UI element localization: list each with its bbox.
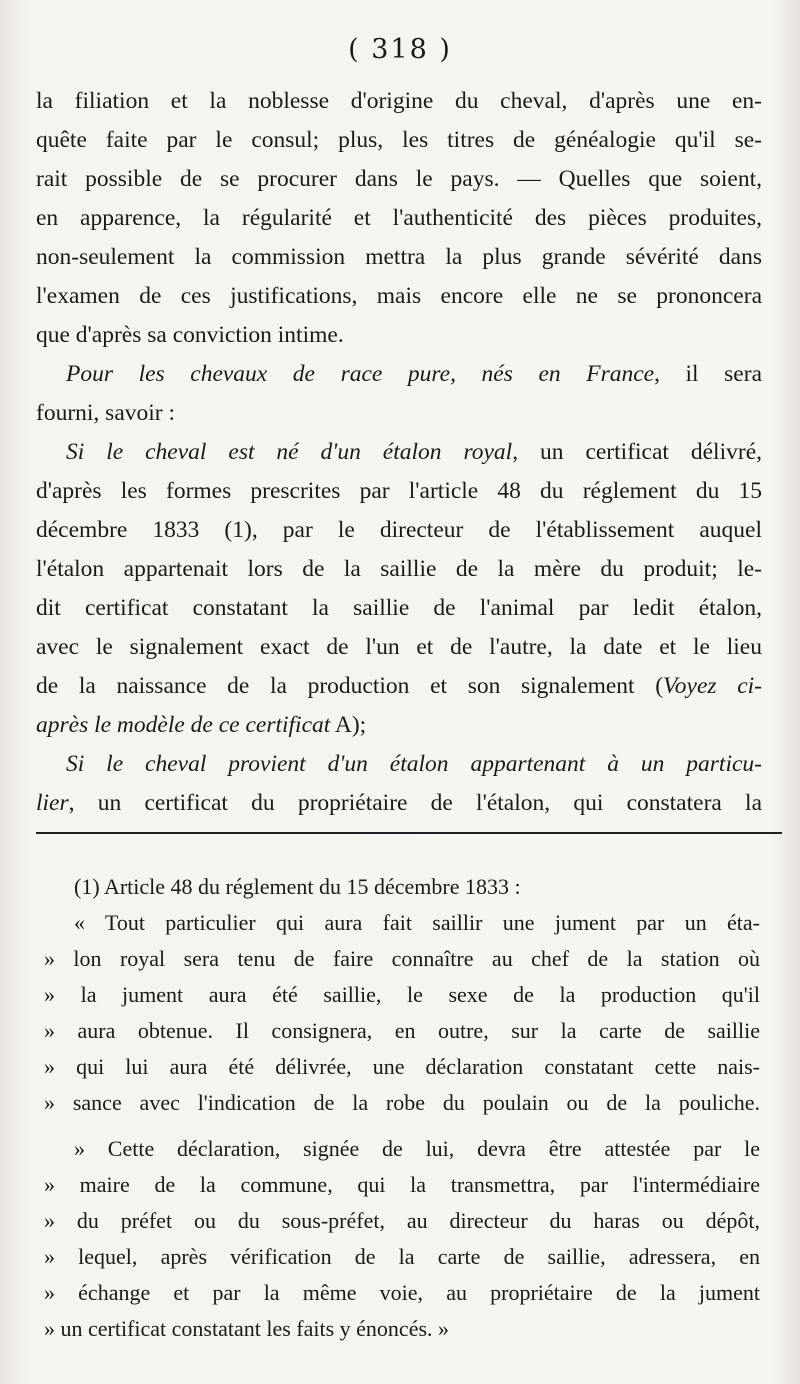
body-line: rait possible de se procurer dans le pays. — Quelles que soient, (36, 166, 762, 192)
italic-phrase: Pour les chevaux de race pure, nés en France (66, 361, 655, 387)
body-line: la filiation et la noblesse d'origine du cheval, d'après une en- (36, 88, 762, 114)
italic-phrase: Voyez ci- (663, 673, 762, 699)
text-run: , il sera (654, 361, 762, 387)
body-line: d'après les formes prescrites par l'article 48 du réglement du 15 (36, 478, 762, 504)
italic-phrase: Si le cheval est né d'un étalon royal (66, 439, 513, 465)
italic-phrase: Si le cheval provient d'un étalon appartenant à un particu- (66, 751, 762, 777)
body-line (36, 435, 762, 471)
footnote-line: » échange et par la même voie, au propriétaire de la jument (44, 1280, 760, 1305)
body-line (36, 669, 762, 705)
body-line (36, 708, 762, 744)
body-line (36, 786, 762, 822)
body-line: l'examen de ces justifications, mais encore elle ne se prononcera (36, 283, 762, 309)
body-line: dit certificat constatant la saillie de l'animal par ledit étalon, (36, 595, 762, 621)
text-run: de la naissance de la production et son signalement ( (36, 673, 664, 699)
italic-phrase: lier (36, 790, 69, 816)
body-line: en apparence, la régularité et l'authenticité des pièces produites, (36, 205, 762, 231)
footnote-line: « Tout particulier qui aura fait saillir une jument par un éta- (74, 910, 760, 935)
body-line: fourni, savoir : (36, 400, 176, 426)
footnote-line: » un certificat constatant les faits y énoncés. » (44, 1316, 450, 1341)
body-line: non-seulement la commission mettra la plus grande sévérité dans (36, 244, 762, 270)
body-line: quête faite par le consul; plus, les titres de généalogie qu'il se- (36, 127, 762, 153)
footnote-line: (1) Article 48 du réglement du 15 décembre 1833 : (74, 874, 521, 899)
footnote-line: » sance avec l'indication de la robe du poulain ou de la pouliche. (44, 1090, 760, 1115)
footnote-divider (36, 832, 782, 834)
body-line: l'étalon appartenait lors de la saillie de la mère du produit; le- (36, 556, 762, 582)
page-number: ( 318 ) (348, 34, 452, 65)
footnote-line: » lon royal sera tenu de faire connaître au chef de la station où (44, 946, 760, 971)
footnote-line: » qui lui aura été délivrée, une déclaration constatant cette nais- (44, 1054, 760, 1079)
body-line: avec le signalement exact de l'un et de l'autre, la date et le lieu (36, 634, 762, 660)
footnote-line: » lequel, après vérification de la carte de saillie, adressera, en (44, 1244, 760, 1269)
footnote-line: » maire de la commune, qui la transmettra, par l'intermédiaire (44, 1172, 760, 1197)
body-line (36, 357, 762, 393)
footnote-line: » la jument aura été saillie, le sexe de la production qu'il (44, 982, 760, 1007)
body-line: décembre 1833 (1), par le directeur de l'établissement auquel (36, 517, 762, 543)
body-line (36, 747, 762, 783)
footnote-line: » du préfet ou du sous-préfet, au directeur du haras ou dépôt, (44, 1208, 760, 1233)
text-run: A); (330, 712, 367, 738)
body-line: que d'après sa conviction intime. (36, 322, 344, 348)
italic-phrase: après le modèle de ce certificat (36, 712, 331, 738)
footnote-line: » aura obtenue. Il consignera, en outre, sur la carte de saillie (44, 1018, 760, 1043)
text-run: , un certificat délivré, (512, 439, 762, 465)
text-run: , un certificat du propriétaire de l'étalon, qui constatera la (68, 790, 762, 816)
footnote-line: » Cette déclaration, signée de lui, devra être attestée par le (74, 1136, 760, 1161)
